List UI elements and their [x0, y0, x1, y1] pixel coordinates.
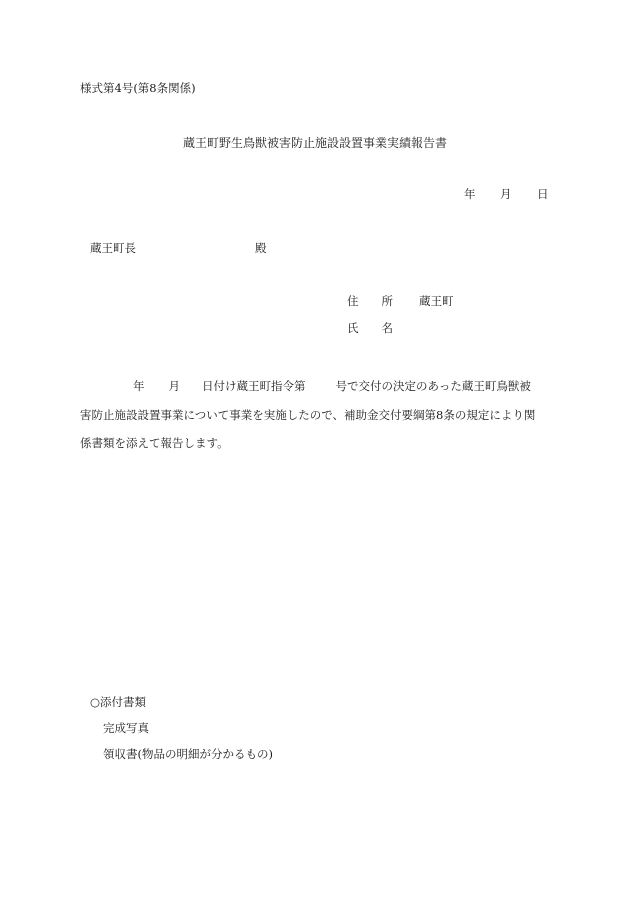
- attachment-item: 完成写真: [103, 721, 149, 735]
- addressee-name: 蔵王町長: [90, 241, 136, 255]
- body-year: 年: [133, 379, 145, 393]
- report-body: [80, 372, 550, 458]
- date-day: 日: [537, 187, 549, 201]
- body-line-1-rest: 号で交付の決定のあった蔵王町鳥獣被: [335, 379, 531, 393]
- body-line-2: 害防止施設設置事業について事業を実施したので、補助金交付要綱第8条の規定により関: [80, 407, 536, 422]
- body-line-1: [80, 372, 550, 401]
- address-value: 蔵王町: [419, 294, 454, 308]
- body-line-3: 係書類を添えて報告します。: [80, 436, 229, 450]
- attachments-heading: ○添付書類: [90, 695, 147, 709]
- body-dated-prefix: 日付け蔵王町指令第: [202, 379, 306, 393]
- form-number: 様式第4号(第8条関係): [80, 81, 196, 95]
- date-year: 年: [464, 187, 476, 201]
- body-month: 月: [168, 379, 180, 393]
- name-label: 氏 名: [347, 321, 393, 335]
- date-month: 月: [500, 187, 512, 201]
- addressee-honorific: 殿: [255, 241, 267, 255]
- address-label: 住 所: [347, 294, 393, 308]
- attachment-item: 領収書(物品の明細が分かるもの): [103, 747, 273, 761]
- document-title: 蔵王町野生鳥獣被害防止施設設置事業実績報告書: [183, 136, 448, 150]
